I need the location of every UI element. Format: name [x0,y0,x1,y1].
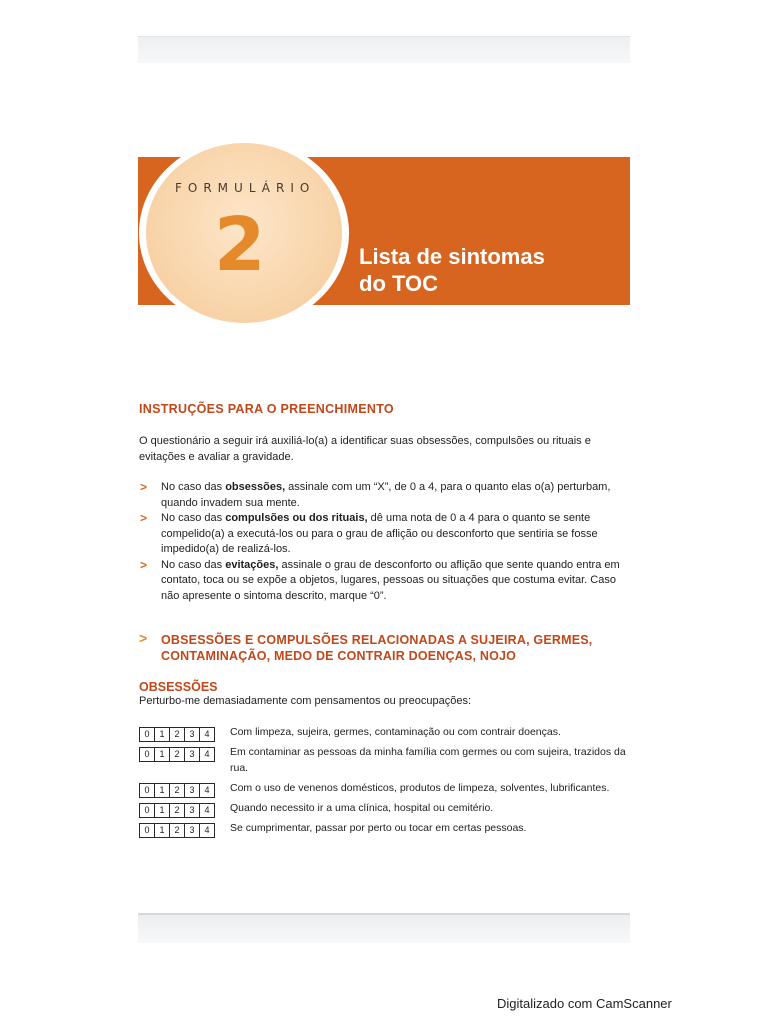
rating-option[interactable]: 1 [154,783,170,798]
rating-option[interactable]: 1 [154,727,170,742]
scanner-watermark: Digitalizado com CamScanner [497,996,672,1011]
rating-option[interactable]: 2 [169,823,185,838]
page-top-edge [138,36,630,63]
rating-option[interactable]: 0 [139,823,155,838]
bullet-post: assinale com um “X”, de 0 a 4, para o quanto elas o(a) perturbam, quando invadem sua mente. [161,481,611,509]
section-title-line-1: OBSESSÕES E COMPULSÕES RELACIONADAS A SUJEIRA, GERMES, [161,633,593,647]
rating-scale [139,727,215,742]
item-text: Em contaminar as pessoas da minha família com germes ou com sujeira, trazidos da rua. [230,746,626,774]
title-line-2: do TOC [359,271,439,296]
rating-option[interactable]: 3 [184,803,200,818]
instructions-list [139,480,629,604]
rating-option[interactable]: 4 [199,823,215,838]
instruction-avoidance [139,558,629,605]
rating-option[interactable]: 0 [139,727,155,742]
item-text: Com o uso de venenos domésticos, produtos de limpeza, solventes, lubrificantes. [230,782,610,794]
rating-option[interactable]: 2 [169,727,185,742]
rating-option[interactable]: 2 [169,747,185,762]
bullet-bold: obsessões, [225,481,286,493]
instruction-compulsions [139,511,629,558]
rating-scale [139,783,215,798]
chevron-right-icon: > [140,511,148,525]
title-line-1: Lista de sintomas [359,244,545,269]
rating-option[interactable]: 4 [199,727,215,742]
bullet-post: assinale o grau de desconforto ou aflição que sente quando entra em contato, toca ou se expõe a objetos, lugares, pessoas ou situações que costuma evitar. Caso não apresente o sintoma descrito, marque “0”. [161,558,620,602]
rating-scale [139,823,215,838]
bullet-bold: evitações, [225,558,279,571]
rating-option[interactable]: 3 [184,783,200,798]
rating-option[interactable]: 2 [169,783,185,798]
item-text: Se cumprimentar, passar por perto ou tocar em certas pessoas. [230,822,527,834]
rating-option[interactable]: 2 [169,803,185,818]
bullet-pre: No caso das [161,481,226,493]
form-label: FORMULÁRIO [175,181,316,195]
instructions-intro: O questionário a seguir irá auxiliá-lo(a) a identificar suas obsessões, compulsões ou rituais e evitações e avaliar a gravidade. [139,435,591,463]
chevron-right-icon: > [140,480,148,494]
rating-scale [139,747,215,762]
rating-option[interactable]: 4 [199,783,215,798]
bullet-post: dê uma nota de 0 a 4 para o quanto se sente compelido(a) a executá-los ou para o grau de aflição ou desconforto que sentiria se fosse impedido(a) de realizá-los. [161,512,598,555]
section-title-line-2: CONTAMINAÇÃO, MEDO DE CONTRAIR DOENÇAS, NOJO [161,649,517,663]
page-bottom-edge [138,913,630,943]
instruction-obsessions [139,480,629,511]
item-text: Quando necessito ir a uma clínica, hospital ou cemitério. [230,802,494,814]
obsessions-lead: Perturbo-me demasiadamente com pensamentos ou preocupações: [139,695,472,707]
bullet-pre: No caso das [161,512,226,524]
rating-option[interactable]: 1 [154,823,170,838]
obsessions-heading: OBSESSÕES [139,680,218,694]
bullet-pre: No caso das [161,558,226,571]
rating-option[interactable]: 3 [184,727,200,742]
item-text: Com limpeza, sujeira, germes, contaminação ou com contrair doenças. [230,726,561,738]
form-number: 2 [214,202,266,288]
rating-option[interactable]: 0 [139,803,155,818]
rating-option[interactable]: 0 [139,747,155,762]
chevron-right-icon: > [139,630,148,646]
instructions-heading: INSTRUÇÕES PARA O PREENCHIMENTO [139,402,394,416]
rating-option[interactable]: 3 [184,747,200,762]
bullet-bold: compulsões ou dos rituais, [225,512,368,524]
rating-option[interactable]: 1 [154,803,170,818]
page-title [359,243,619,297]
rating-option[interactable]: 4 [199,803,215,818]
rating-option[interactable]: 4 [199,747,215,762]
rating-option[interactable]: 0 [139,783,155,798]
section-title [161,632,621,664]
rating-option[interactable]: 1 [154,747,170,762]
chevron-right-icon: > [140,557,148,572]
rating-option[interactable]: 3 [184,823,200,838]
rating-scale [139,803,215,818]
